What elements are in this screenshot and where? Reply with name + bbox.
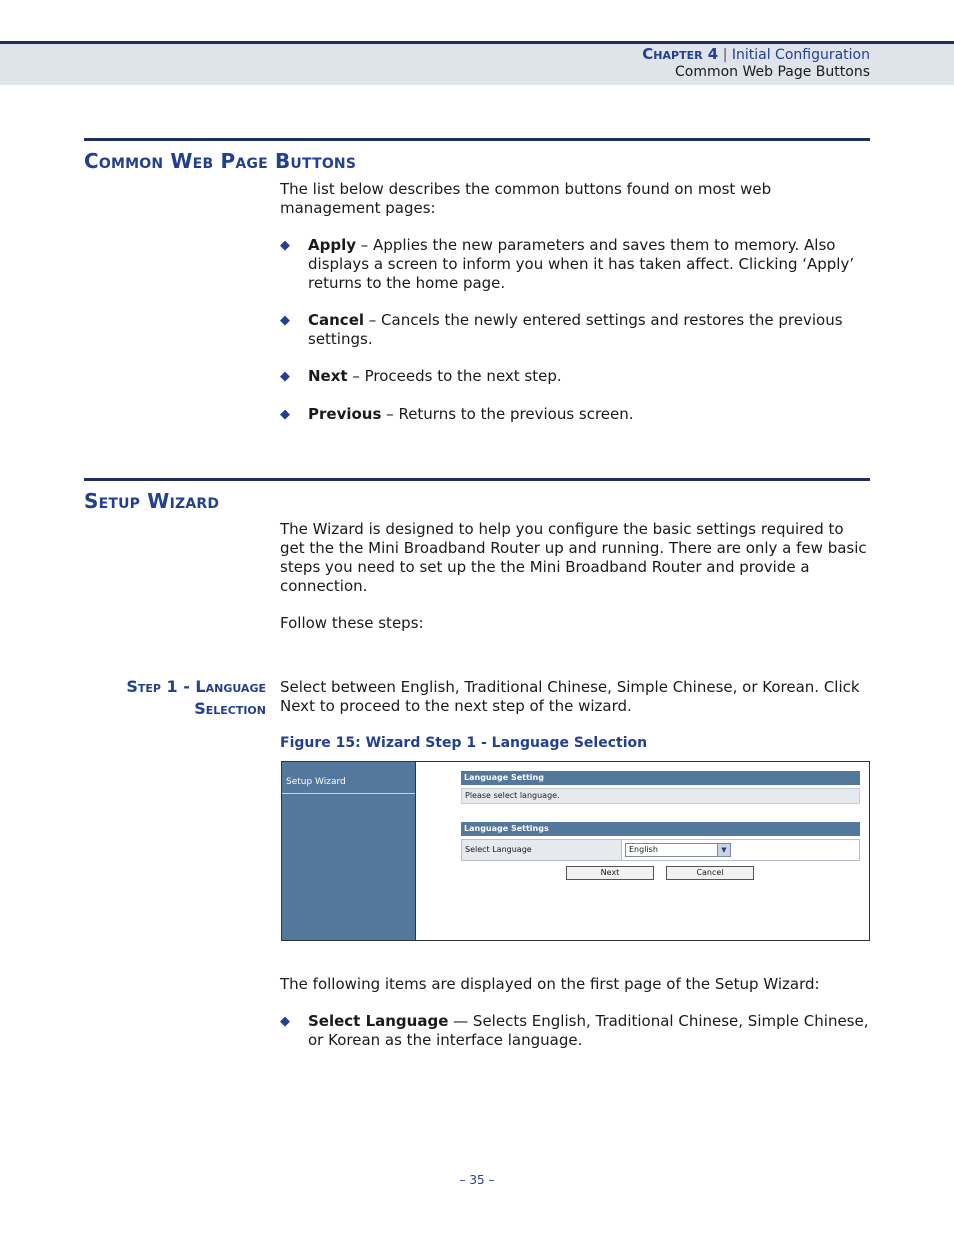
chapter-title: Initial Configuration xyxy=(731,47,870,63)
section-title-buttons: Common Web Page Buttons xyxy=(84,149,357,173)
desc-previous: – Returns to the previous screen. xyxy=(381,405,634,423)
term-previous: Previous xyxy=(308,405,382,423)
language-select[interactable] xyxy=(625,843,731,857)
step1-title-line2: Selection xyxy=(194,699,266,718)
panel-instruction: Please select language. xyxy=(461,788,860,804)
chevron-down-icon[interactable]: ▼ xyxy=(717,844,730,856)
term-select-language: Select Language xyxy=(308,1012,449,1030)
running-header-chapter xyxy=(642,45,870,64)
select-language-label: Select Language xyxy=(462,840,622,860)
desc-cancel: – Cancels the newly entered settings and restores the previous settings. xyxy=(308,311,843,348)
sidebar-divider xyxy=(282,793,415,794)
wizard-sidebar xyxy=(282,762,416,940)
term-cancel: Cancel xyxy=(308,311,365,329)
wizard-screenshot xyxy=(281,761,870,941)
step1-text: Select between English, Traditional Chinese, Simple Chinese, or Korean. Click Next to proceed to the next step of the wizard. xyxy=(280,678,860,715)
diamond-bullet-icon: ◆ xyxy=(280,313,290,328)
header-separator: | xyxy=(722,47,728,63)
running-header-section: Common Web Page Buttons xyxy=(674,64,870,80)
panel-header-language-settings: Language Settings xyxy=(461,822,860,836)
after-figure-text: The following items are displayed on the first page of the Setup Wizard: xyxy=(280,975,820,993)
diamond-bullet-icon: ◆ xyxy=(280,369,290,384)
figure-caption: Figure 15: Wizard Step 1 - Language Selection xyxy=(280,735,648,751)
section2-intro: The Wizard is designed to help you configure the basic settings required to get the the Mini Broadband Router up and running. There are only a few basic steps you need to set up the the Mini Broadband Router and provide a connection. xyxy=(280,520,867,595)
section-rule xyxy=(84,478,870,481)
select-language-row xyxy=(461,839,860,861)
diamond-bullet-icon: ◆ xyxy=(280,238,290,253)
diamond-bullet-icon: ◆ xyxy=(280,407,290,422)
diamond-bullet-icon: ◆ xyxy=(280,1014,290,1029)
page-number: – 35 – xyxy=(459,1173,495,1187)
chapter-label: Chapter 4 xyxy=(642,45,719,63)
term-apply: Apply xyxy=(308,236,357,254)
section1-intro: The list below describes the common buttons found on most web management pages: xyxy=(280,180,772,217)
desc-apply: – Applies the new parameters and saves them to memory. Also displays a screen to inform you when it has taken affect. Clicking ‘Apply’ returns to the home page. xyxy=(308,236,855,292)
section2-follow: Follow these steps: xyxy=(280,614,424,632)
sidebar-title: Setup Wizard xyxy=(286,777,346,787)
term-next: Next xyxy=(308,367,348,385)
step1-title xyxy=(126,676,266,720)
section-title-setup-wizard: Setup Wizard xyxy=(84,489,220,513)
next-button[interactable]: Next xyxy=(566,866,654,880)
section-rule xyxy=(84,138,870,141)
panel-header-language-setting: Language Setting xyxy=(461,771,860,785)
cancel-button[interactable]: Cancel xyxy=(666,866,754,880)
step1-title-line1: Step 1 - Language xyxy=(126,677,266,696)
language-select-value: English xyxy=(629,845,658,854)
desc-next: – Proceeds to the next step. xyxy=(347,367,562,385)
desc-select-language: — Selects English, Traditional Chinese, Simple Chinese, or Korean as the interface language. xyxy=(308,1012,869,1049)
